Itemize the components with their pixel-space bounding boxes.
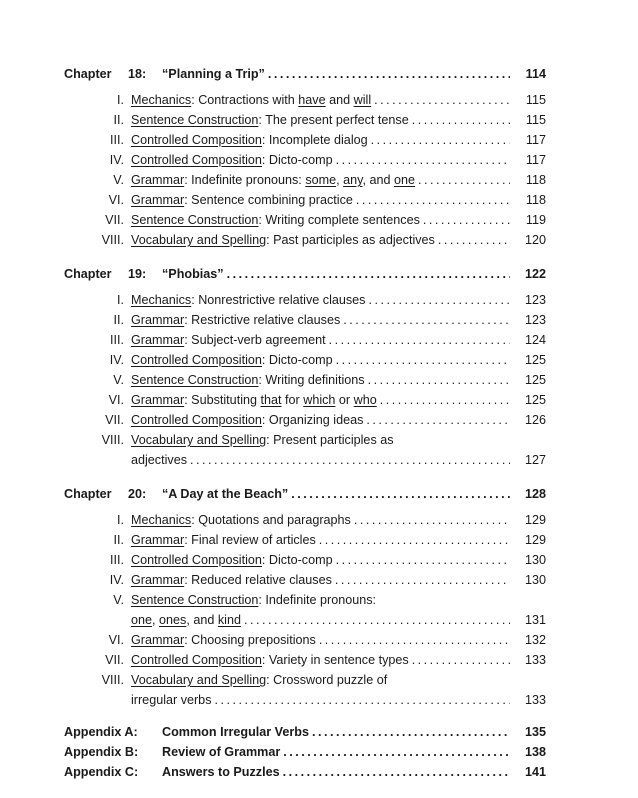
chapter-heading: [64, 264, 546, 284]
entry-text-part: : Reduced relative clauses: [184, 573, 332, 587]
roman-numeral: IV.: [109, 353, 124, 367]
underlined-term: Mechanics: [131, 513, 192, 527]
underlined-term: Grammar: [131, 173, 185, 187]
entry-text: [131, 310, 340, 330]
toc-entry: [64, 210, 546, 230]
entry-text-part: : Dicto-comp: [261, 353, 333, 367]
chapter-heading: [64, 64, 546, 84]
appendix-title: [162, 762, 510, 782]
entry-text: [131, 570, 332, 590]
toc-entry: [64, 310, 546, 330]
chapter-number: 20:: [128, 487, 147, 501]
underlined-term: Sentence Construction: [131, 213, 259, 227]
appendix-label: Appendix A:: [64, 725, 138, 739]
entry-title: [131, 110, 510, 130]
entry-text: [131, 290, 365, 310]
entry-text: [131, 530, 316, 550]
entry-title: [131, 210, 510, 230]
page-number: 117: [525, 153, 546, 167]
chapter-number: 19:: [128, 267, 147, 281]
page-number: 133: [524, 693, 546, 707]
chapter-title: [162, 64, 510, 84]
entry-text-part: : Organizing ideas: [261, 413, 364, 427]
toc-entry: [64, 410, 546, 430]
entry-text-part: : Indefinite pronouns:: [184, 173, 306, 187]
entry-text-part: : Present participles as: [266, 433, 394, 447]
underlined-term: any: [343, 173, 363, 187]
underlined-term: Vocabulary and Spelling: [131, 233, 267, 247]
page-number: 128: [524, 487, 546, 501]
entry-title: [131, 90, 510, 110]
underlined-term: Controlled Composition: [131, 153, 262, 167]
entry-text: [131, 190, 353, 210]
underlined-term: one: [394, 173, 416, 187]
page-number: 117: [525, 133, 546, 147]
toc-entry: [64, 530, 546, 550]
toc-entry: [64, 630, 546, 650]
toc-entry: [64, 130, 546, 150]
toc-entry: [64, 350, 546, 370]
entry-title: [131, 630, 510, 650]
toc-entry: [64, 230, 546, 250]
underlined-term: have: [298, 93, 326, 107]
entry-text: [131, 330, 326, 350]
page-number: 125: [524, 393, 546, 407]
underlined-term: one: [131, 613, 153, 627]
roman-numeral: V.: [113, 373, 124, 387]
roman-numeral: VII.: [105, 413, 124, 427]
roman-numeral: VI.: [108, 393, 124, 407]
roman-numeral: VI.: [108, 633, 124, 647]
toc-entry: [64, 510, 546, 530]
entry-text: [131, 550, 333, 570]
appendix-entry: [64, 762, 546, 782]
entry-text-part: : Restrictive relative clauses: [184, 313, 341, 327]
entry-title: [131, 570, 510, 590]
entry-text: [131, 170, 415, 190]
page-number: 114: [525, 67, 546, 81]
appendix-label: Appendix B:: [64, 745, 139, 759]
chapter-label: Chapter: [64, 267, 112, 281]
page-number: 123: [524, 313, 546, 327]
roman-numeral: IV.: [109, 153, 124, 167]
appendix-entry: [64, 722, 546, 742]
underlined-term: Grammar: [131, 393, 185, 407]
page-number: 138: [524, 745, 546, 759]
underlined-term: ones: [159, 613, 187, 627]
entry-text-part: : Substituting: [184, 393, 261, 407]
underlined-term: Grammar: [131, 533, 185, 547]
entry-title: [131, 330, 510, 350]
underlined-term: Controlled Composition: [131, 413, 262, 427]
appendix-title-text: Answers to Puzzles: [162, 765, 280, 779]
entry-title: [131, 610, 510, 630]
entry-text: [131, 110, 409, 130]
underlined-term: Sentence Construction: [131, 113, 259, 127]
underlined-term: Grammar: [131, 193, 185, 207]
entry-text: [131, 90, 371, 110]
entry-title: [131, 530, 510, 550]
underlined-term: kind: [217, 613, 241, 627]
entry-text-part: : Incomplete dialog: [261, 133, 368, 147]
entry-text-part: : Indefinite pronouns:: [258, 593, 377, 607]
page-number: 118: [525, 173, 546, 187]
entry-title: [131, 350, 510, 370]
entry-title: [131, 370, 510, 390]
chapter-title-text: “A Day at the Beach”: [162, 487, 289, 501]
toc-entry: [64, 670, 546, 690]
entry-text: [131, 410, 363, 430]
entry-title: [131, 290, 510, 310]
roman-numeral: VIII.: [101, 233, 124, 247]
underlined-term: Controlled Composition: [131, 553, 262, 567]
page-number: 115: [525, 113, 546, 127]
entry-text-part: : Variety in sentence types: [261, 653, 409, 667]
entry-title: [131, 150, 510, 170]
page-number: 129: [524, 513, 546, 527]
entry-text: [131, 610, 241, 630]
entry-text-part: : Past participles as adjectives: [266, 233, 435, 247]
entry-text: [131, 590, 376, 610]
entry-text: [131, 670, 387, 690]
entry-text: [131, 370, 365, 390]
roman-numeral: VIII.: [101, 433, 124, 447]
underlined-term: Grammar: [131, 333, 185, 347]
entry-text-part: : Quotations and paragraphs: [191, 513, 351, 527]
toc-entry: [64, 90, 546, 110]
entry-title: [131, 190, 510, 210]
entry-text: [131, 210, 420, 230]
page-number: 122: [524, 267, 546, 281]
underlined-term: Controlled Composition: [131, 133, 262, 147]
toc-entry: [64, 430, 546, 450]
page-number: 115: [525, 93, 546, 107]
entry-title: [131, 310, 510, 330]
entry-text-part: or: [335, 393, 354, 407]
underlined-term: that: [260, 393, 282, 407]
toc-entry: [64, 330, 546, 350]
toc-entry-continuation: [64, 450, 546, 470]
entry-text: [131, 150, 333, 170]
toc-entry: [64, 290, 546, 310]
entry-text-part: : Writing definitions: [258, 373, 365, 387]
underlined-term: Controlled Composition: [131, 653, 262, 667]
entry-title: [131, 550, 510, 570]
underlined-term: Mechanics: [131, 293, 192, 307]
underlined-term: which: [303, 393, 336, 407]
page-number: 126: [524, 413, 546, 427]
entry-text: [131, 350, 333, 370]
chapter-title: [162, 484, 510, 504]
underlined-term: Vocabulary and Spelling: [131, 433, 267, 447]
page-number: 127: [524, 453, 546, 467]
chapter-title: [162, 264, 510, 284]
chapter-label: Chapter: [64, 67, 112, 81]
entry-text-part: ,: [336, 173, 344, 187]
entry-text-part: , and: [186, 613, 218, 627]
toc-entry-continuation: [64, 610, 546, 630]
roman-numeral: V.: [113, 173, 124, 187]
entry-text-part: : Sentence combining practice: [184, 193, 353, 207]
table-of-contents: [64, 64, 546, 782]
entry-text: [131, 630, 316, 650]
entry-text: [131, 390, 377, 410]
roman-numeral: III.: [110, 553, 124, 567]
page-number: 135: [524, 725, 546, 739]
entry-title: [131, 390, 510, 410]
roman-numeral: V.: [113, 593, 124, 607]
underlined-term: Grammar: [131, 633, 185, 647]
roman-numeral: II.: [113, 313, 124, 327]
page-number: 129: [524, 533, 546, 547]
entry-text-part: : Contractions with: [191, 93, 299, 107]
entry-text: [131, 510, 351, 530]
chapter-label: Chapter: [64, 487, 112, 501]
entry-text: [131, 430, 394, 450]
underlined-term: Grammar: [131, 313, 185, 327]
entry-text-part: , and: [362, 173, 394, 187]
roman-numeral: II.: [113, 533, 124, 547]
toc-entry-continuation: [64, 690, 546, 710]
entry-text: [131, 230, 435, 250]
page-number: 130: [524, 573, 546, 587]
roman-numeral: III.: [110, 133, 124, 147]
entry-text-part: adjectives: [131, 453, 188, 467]
entry-text-part: : Final review of articles: [184, 533, 316, 547]
chapter-number: 18:: [128, 67, 147, 81]
page-number: 130: [524, 553, 546, 567]
page-number: 118: [525, 193, 546, 207]
roman-numeral: III.: [110, 333, 124, 347]
page-number: 125: [524, 353, 546, 367]
entry-title: [131, 670, 510, 690]
entry-text-part: irregular verbs: [131, 693, 212, 707]
entry-text-part: : Crossword puzzle of: [266, 673, 388, 687]
underlined-term: Vocabulary and Spelling: [131, 673, 267, 687]
entry-title: [131, 450, 510, 470]
chapter-heading: [64, 484, 546, 504]
entry-text-part: : Nonrestrictive relative clauses: [191, 293, 366, 307]
appendix-title: [162, 722, 510, 742]
entry-text-part: for: [281, 393, 304, 407]
entry-title: [131, 650, 510, 670]
toc-entry: [64, 370, 546, 390]
underlined-term: will: [353, 93, 372, 107]
toc-entry: [64, 150, 546, 170]
toc-entry: [64, 170, 546, 190]
page-number: 141: [524, 765, 546, 779]
appendix-label: Appendix C:: [64, 765, 139, 779]
entry-text-part: : Writing complete sentences: [258, 213, 420, 227]
underlined-term: Mechanics: [131, 93, 192, 107]
page-number: 123: [524, 293, 546, 307]
underlined-term: Sentence Construction: [131, 593, 259, 607]
roman-numeral: VI.: [108, 193, 124, 207]
toc-entry: [64, 570, 546, 590]
page-number: 133: [524, 653, 546, 667]
appendix-entry: [64, 742, 546, 762]
roman-numeral: VII.: [105, 653, 124, 667]
entry-text-part: : Dicto-comp: [261, 553, 333, 567]
underlined-term: some: [305, 173, 337, 187]
entry-title: [131, 430, 510, 450]
roman-numeral: I.: [117, 93, 124, 107]
roman-numeral: VII.: [105, 213, 124, 227]
roman-numeral: I.: [117, 513, 124, 527]
underlined-term: Sentence Construction: [131, 373, 259, 387]
page-number: 120: [524, 233, 546, 247]
underlined-term: Grammar: [131, 573, 185, 587]
entry-title: [131, 410, 510, 430]
page-number: 119: [525, 213, 546, 227]
entry-text-part: : Subject-verb agreement: [184, 333, 326, 347]
entry-text-part: and: [325, 93, 354, 107]
page-number: 132: [524, 633, 546, 647]
toc-entry: [64, 390, 546, 410]
roman-numeral: I.: [117, 293, 124, 307]
entry-text-part: : Choosing prepositions: [184, 633, 316, 647]
chapter-title-text: “Phobias”: [162, 267, 224, 281]
page-number: 131: [524, 613, 546, 627]
entry-title: [131, 590, 510, 610]
entry-text: [131, 650, 409, 670]
entry-title: [131, 170, 510, 190]
page-number: 124: [524, 333, 546, 347]
entry-text: [131, 690, 212, 710]
chapter-title-text: “Planning a Trip”: [162, 67, 265, 81]
entry-text: [131, 450, 187, 470]
entry-text-part: ,: [152, 613, 160, 627]
toc-entry: [64, 650, 546, 670]
appendix-title: [162, 742, 510, 762]
toc-entry: [64, 590, 546, 610]
toc-entry: [64, 110, 546, 130]
underlined-term: who: [353, 393, 377, 407]
entry-title: [131, 690, 510, 710]
entry-title: [131, 130, 510, 150]
roman-numeral: II.: [113, 113, 124, 127]
entry-title: [131, 230, 510, 250]
roman-numeral: IV.: [109, 573, 124, 587]
toc-entry: [64, 550, 546, 570]
appendix-title-text: Common Irregular Verbs: [162, 725, 309, 739]
underlined-term: Controlled Composition: [131, 353, 262, 367]
page-number: 125: [524, 373, 546, 387]
appendix-title-text: Review of Grammar: [162, 745, 281, 759]
entry-title: [131, 510, 510, 530]
toc-entry: [64, 190, 546, 210]
roman-numeral: VIII.: [101, 673, 124, 687]
entry-text: [131, 130, 368, 150]
entry-text-part: : Dicto-comp: [261, 153, 333, 167]
entry-text-part: : The present perfect tense: [258, 113, 409, 127]
